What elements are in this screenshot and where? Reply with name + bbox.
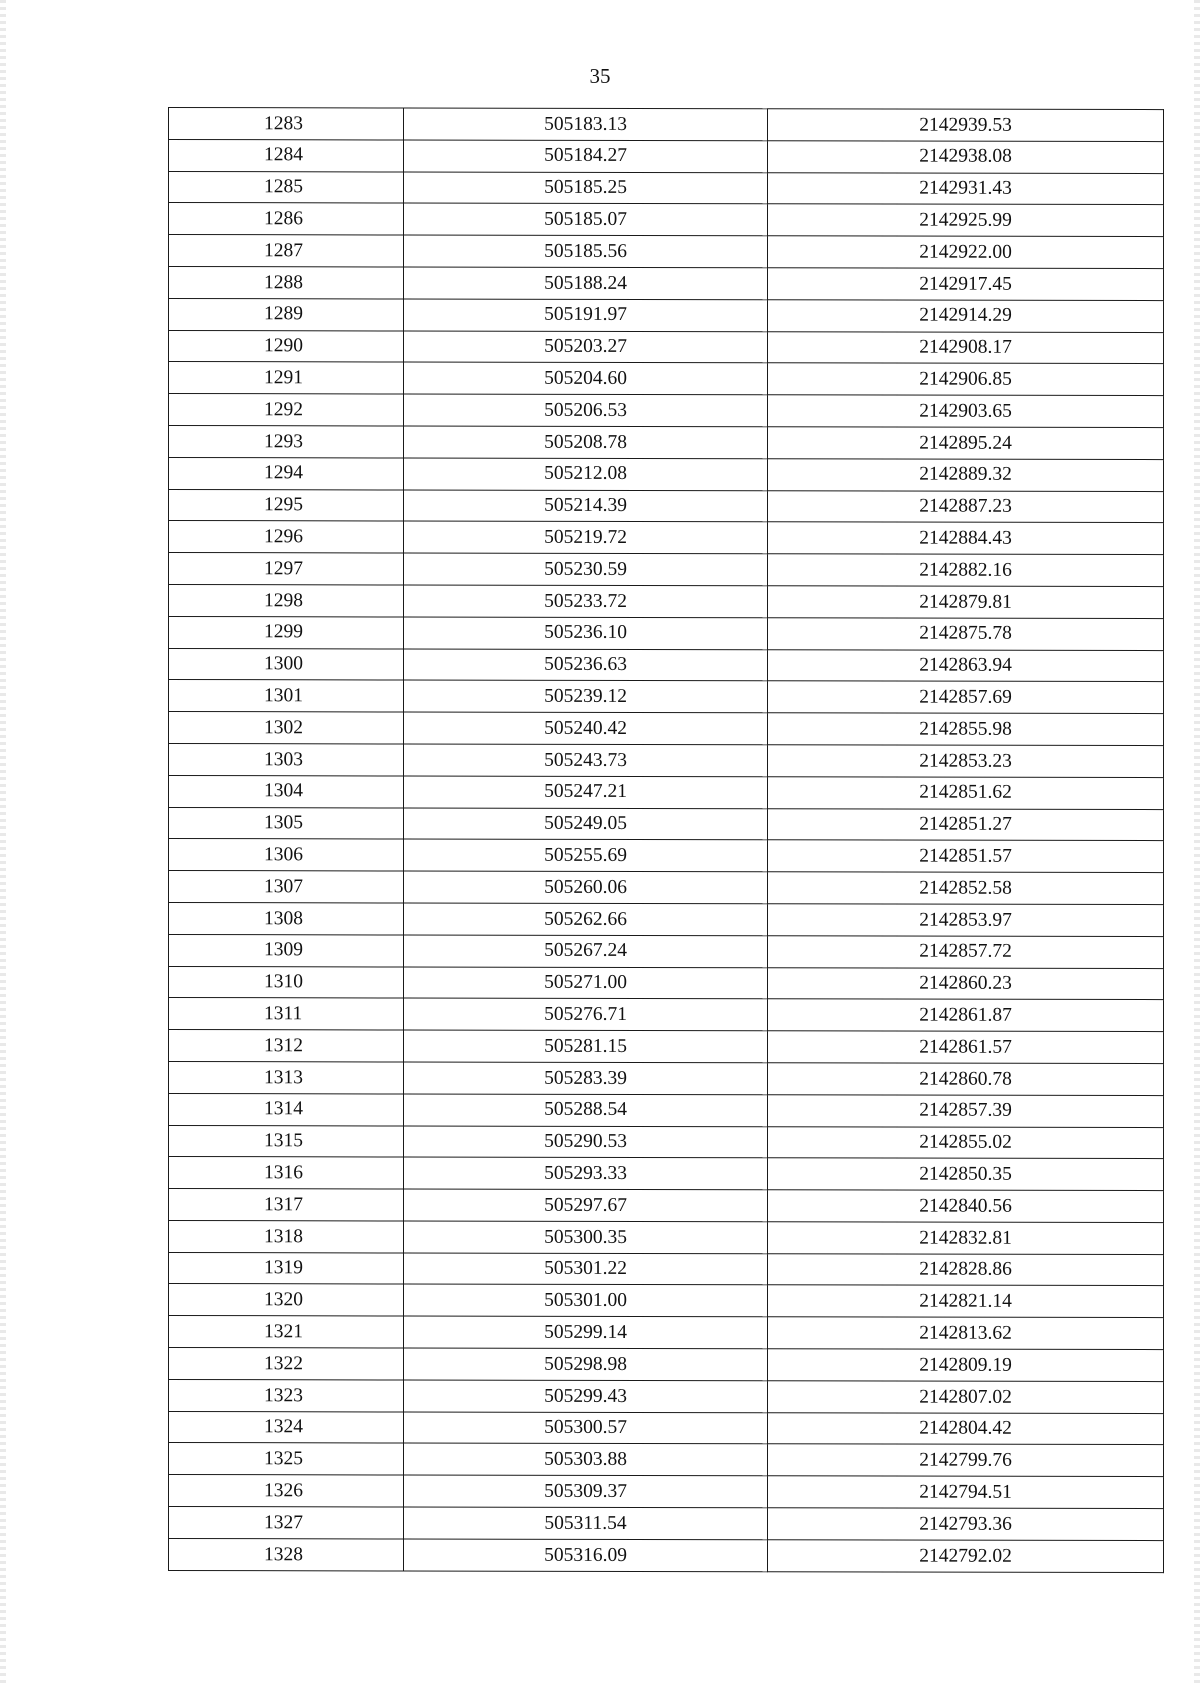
x-coordinate-cell: 505300.57 [404,1412,768,1445]
y-coordinate-cell: 2142861.87 [768,999,1164,1032]
table-row [169,1252,1164,1286]
table-row [169,330,1164,364]
point-number-cell: 1294 [169,457,404,489]
y-coordinate-cell: 2142857.69 [768,681,1164,714]
point-number-cell: 1284 [169,139,404,171]
table-row [169,266,1164,300]
y-coordinate-cell: 2142851.62 [768,776,1164,809]
table-row [169,648,1164,682]
x-coordinate-cell: 505239.12 [404,680,768,713]
point-number-cell: 1319 [169,1252,404,1284]
point-number-cell: 1305 [169,807,404,839]
table-row [169,171,1164,205]
x-coordinate-cell: 505184.27 [404,140,768,173]
point-number-cell: 1289 [169,298,404,330]
y-coordinate-cell: 2142884.43 [768,522,1164,555]
table-row [169,680,1164,714]
table-row [169,362,1164,396]
table-row [169,1316,1164,1350]
table-row [169,139,1164,173]
x-coordinate-cell: 505219.72 [404,521,768,554]
point-number-cell: 1307 [169,871,404,903]
y-coordinate-cell: 2142855.02 [768,1126,1164,1159]
x-coordinate-cell: 505240.42 [404,712,768,745]
y-coordinate-cell: 2142922.00 [768,236,1164,269]
point-number-cell: 1299 [169,616,404,648]
y-coordinate-cell: 2142850.35 [768,1158,1164,1191]
table-row [169,839,1164,873]
point-number-cell: 1313 [169,1061,404,1093]
y-coordinate-cell: 2142875.78 [768,618,1164,651]
x-coordinate-cell: 505203.27 [404,331,768,364]
x-coordinate-cell: 505316.09 [404,1539,768,1572]
point-number-cell: 1304 [169,775,404,807]
y-coordinate-cell: 2142863.94 [768,649,1164,682]
x-coordinate-cell: 505214.39 [404,490,768,523]
point-number-cell: 1326 [169,1475,404,1507]
point-number-cell: 1314 [169,1093,404,1125]
point-number-cell: 1328 [169,1538,404,1570]
x-coordinate-cell: 505297.67 [404,1189,768,1222]
table-row [169,1030,1164,1064]
y-coordinate-cell: 2142794.51 [768,1476,1164,1509]
table-row [169,1189,1164,1223]
x-coordinate-cell: 505267.24 [404,935,768,968]
y-coordinate-cell: 2142887.23 [768,490,1164,523]
table-row [169,1284,1164,1318]
point-number-cell: 1303 [169,743,404,775]
y-coordinate-cell: 2142793.36 [768,1508,1164,1541]
x-coordinate-cell: 505183.13 [404,108,768,141]
x-coordinate-cell: 505185.25 [404,172,768,205]
x-coordinate-cell: 505212.08 [404,458,768,491]
x-coordinate-cell: 505293.33 [404,1157,768,1190]
point-number-cell: 1309 [169,934,404,966]
y-coordinate-cell: 2142925.99 [768,204,1164,237]
table-row [169,1507,1164,1541]
table-row [169,902,1164,936]
table-row [169,1348,1164,1382]
y-coordinate-cell: 2142840.56 [768,1190,1164,1223]
point-number-cell: 1316 [169,1157,404,1189]
table-row [169,1093,1164,1127]
x-coordinate-cell: 505283.39 [404,1062,768,1095]
y-coordinate-cell: 2142813.62 [768,1317,1164,1350]
y-coordinate-cell: 2142879.81 [768,586,1164,619]
table-row [169,743,1164,777]
y-coordinate-cell: 2142939.53 [768,109,1164,142]
table-row [169,425,1164,459]
point-number-cell: 1306 [169,839,404,871]
y-coordinate-cell: 2142832.81 [768,1222,1164,1255]
x-coordinate-cell: 505301.22 [404,1253,768,1286]
x-coordinate-cell: 505309.37 [404,1475,768,1508]
y-coordinate-cell: 2142914.29 [768,300,1164,333]
table-row [169,966,1164,1000]
table-row [169,1538,1164,1572]
point-number-cell: 1308 [169,902,404,934]
x-coordinate-cell: 505299.43 [404,1380,768,1413]
x-coordinate-cell: 505249.05 [404,808,768,841]
table-row [169,1379,1164,1413]
y-coordinate-cell: 2142882.16 [768,554,1164,587]
point-number-cell: 1300 [169,648,404,680]
x-coordinate-cell: 505290.53 [404,1125,768,1158]
table-row [169,203,1164,237]
x-coordinate-cell: 505299.14 [404,1316,768,1349]
x-coordinate-cell: 505271.00 [404,967,768,1000]
x-coordinate-cell: 505276.71 [404,998,768,1031]
x-coordinate-cell: 505311.54 [404,1507,768,1540]
point-number-cell: 1318 [169,1220,404,1252]
y-coordinate-cell: 2142821.14 [768,1285,1164,1318]
table-row [169,1157,1164,1191]
point-number-cell: 1312 [169,1030,404,1062]
x-coordinate-cell: 505233.72 [404,585,768,618]
y-coordinate-cell: 2142851.57 [768,840,1164,873]
x-coordinate-cell: 505281.15 [404,1030,768,1063]
table-row [169,394,1164,428]
x-coordinate-cell: 505191.97 [404,299,768,332]
point-number-cell: 1283 [169,108,404,140]
page-number: 35 [589,64,611,88]
y-coordinate-cell: 2142861.57 [768,1031,1164,1064]
x-coordinate-cell: 505230.59 [404,553,768,586]
point-number-cell: 1296 [169,521,404,553]
y-coordinate-cell: 2142908.17 [768,331,1164,364]
table-row [169,489,1164,523]
coordinate-table [168,107,1164,1573]
table-row [169,998,1164,1032]
y-coordinate-cell: 2142792.02 [768,1540,1164,1573]
point-number-cell: 1311 [169,998,404,1030]
table-row [169,1220,1164,1254]
x-coordinate-cell: 505303.88 [404,1443,768,1476]
table-row [169,298,1164,332]
y-coordinate-cell: 2142855.98 [768,713,1164,746]
x-coordinate-cell: 505185.56 [404,235,768,268]
y-coordinate-cell: 2142903.65 [768,395,1164,428]
point-number-cell: 1285 [169,171,404,203]
table-row [169,521,1164,555]
table-row [169,457,1164,491]
scan-edge-right [1194,0,1200,1686]
point-number-cell: 1286 [169,203,404,235]
point-number-cell: 1301 [169,680,404,712]
x-coordinate-cell: 505185.07 [404,203,768,236]
x-coordinate-cell: 505236.10 [404,617,768,650]
x-coordinate-cell: 505208.78 [404,426,768,459]
y-coordinate-cell: 2142857.39 [768,1094,1164,1127]
x-coordinate-cell: 505301.00 [404,1284,768,1317]
table-row [169,616,1164,650]
x-coordinate-cell: 505206.53 [404,394,768,427]
y-coordinate-cell: 2142852.58 [768,872,1164,905]
x-coordinate-cell: 505255.69 [404,839,768,872]
point-number-cell: 1291 [169,362,404,394]
y-coordinate-cell: 2142889.32 [768,459,1164,492]
point-number-cell: 1292 [169,394,404,426]
y-coordinate-cell: 2142809.19 [768,1349,1164,1382]
point-number-cell: 1321 [169,1316,404,1348]
y-coordinate-cell: 2142799.76 [768,1444,1164,1477]
table-row [169,712,1164,746]
y-coordinate-cell: 2142860.23 [768,967,1164,1000]
table-row [169,108,1164,142]
point-number-cell: 1298 [169,584,404,616]
table-row [169,934,1164,968]
point-number-cell: 1297 [169,553,404,585]
y-coordinate-cell: 2142857.72 [768,935,1164,968]
scan-edge-left [0,0,6,1686]
point-number-cell: 1322 [169,1348,404,1380]
table-row [169,235,1164,269]
table-row [169,775,1164,809]
table-row [169,1061,1164,1095]
x-coordinate-cell: 505247.21 [404,776,768,809]
point-number-cell: 1302 [169,712,404,744]
point-number-cell: 1323 [169,1379,404,1411]
table-row [169,584,1164,618]
y-coordinate-cell: 2142828.86 [768,1253,1164,1286]
x-coordinate-cell: 505204.60 [404,362,768,395]
y-coordinate-cell: 2142853.97 [768,904,1164,937]
point-number-cell: 1324 [169,1411,404,1443]
x-coordinate-cell: 505288.54 [404,1094,768,1127]
point-number-cell: 1288 [169,266,404,298]
x-coordinate-cell: 505262.66 [404,903,768,936]
y-coordinate-cell: 2142917.45 [768,268,1164,301]
y-coordinate-cell: 2142931.43 [768,172,1164,205]
x-coordinate-cell: 505300.35 [404,1221,768,1254]
point-number-cell: 1325 [169,1443,404,1475]
x-coordinate-cell: 505243.73 [404,744,768,777]
y-coordinate-cell: 2142807.02 [768,1381,1164,1414]
x-coordinate-cell: 505298.98 [404,1348,768,1381]
x-coordinate-cell: 505236.63 [404,649,768,682]
point-number-cell: 1327 [169,1507,404,1539]
y-coordinate-cell: 2142851.27 [768,808,1164,841]
table-row [169,807,1164,841]
table-row [169,1125,1164,1159]
table-row [169,1443,1164,1477]
x-coordinate-cell: 505188.24 [404,267,768,300]
y-coordinate-cell: 2142804.42 [768,1412,1164,1445]
point-number-cell: 1317 [169,1189,404,1221]
point-number-cell: 1290 [169,330,404,362]
y-coordinate-cell: 2142895.24 [768,427,1164,460]
x-coordinate-cell: 505260.06 [404,871,768,904]
point-number-cell: 1293 [169,425,404,457]
point-number-cell: 1295 [169,489,404,521]
y-coordinate-cell: 2142860.78 [768,1063,1164,1096]
point-number-cell: 1287 [169,235,404,267]
table-row [169,1475,1164,1509]
point-number-cell: 1315 [169,1125,404,1157]
point-number-cell: 1320 [169,1284,404,1316]
table-row [169,553,1164,587]
y-coordinate-cell: 2142938.08 [768,141,1164,174]
table-row [169,1411,1164,1445]
point-number-cell: 1310 [169,966,404,998]
y-coordinate-cell: 2142853.23 [768,745,1164,778]
coordinate-table-body [169,108,1164,1573]
y-coordinate-cell: 2142906.85 [768,363,1164,396]
table-row [169,871,1164,905]
